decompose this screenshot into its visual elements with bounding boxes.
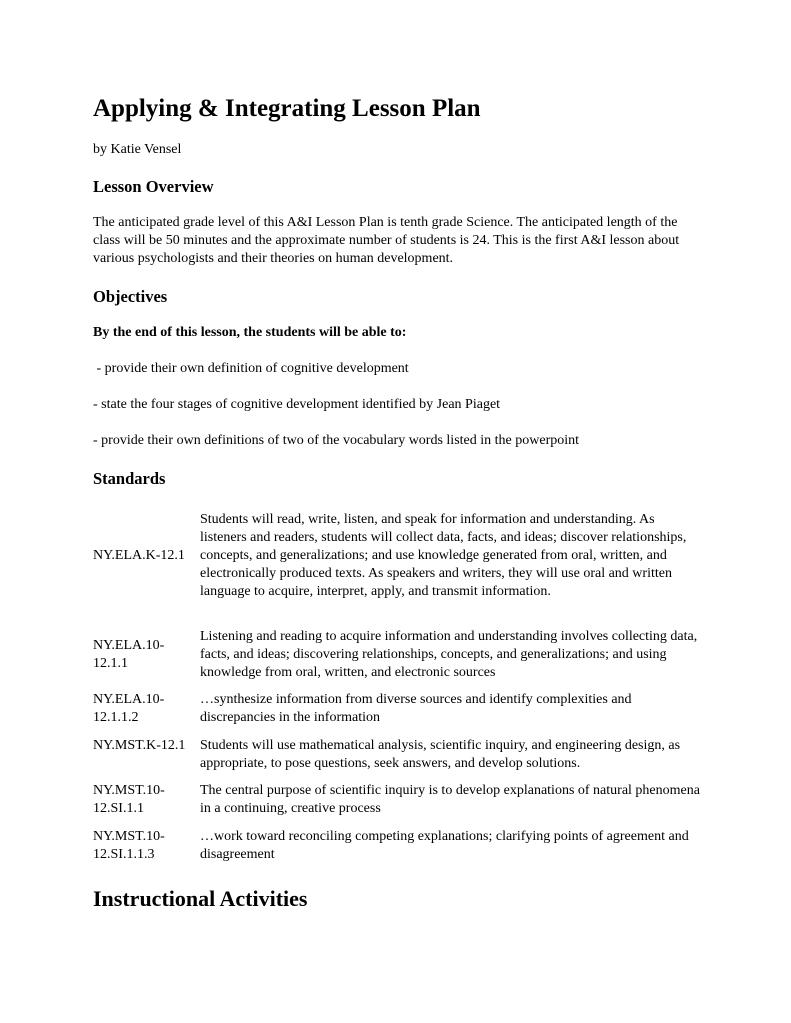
standard-code: NY.ELA.10-12.1.1 xyxy=(93,638,165,671)
objective-item: - provide their own definition of cognitive development xyxy=(93,361,409,376)
objectives-intro: By the end of this lesson, the students will be able to: xyxy=(93,325,407,340)
author-byline: by Katie Vensel xyxy=(93,142,182,157)
instructional-activities-heading: Instructional Activities xyxy=(93,886,308,911)
standard-code: NY.ELA.10-12.1.1.2 xyxy=(93,692,165,725)
standard-code: NY.ELA.K-12.1 xyxy=(93,548,185,563)
standard-code: NY.MST.K-12.1 xyxy=(93,738,186,753)
objective-item: - state the four stages of cognitive development identified by Jean Piaget xyxy=(93,397,501,412)
standard-code: NY.MST.10-12.SI.1.1.3 xyxy=(93,829,165,862)
standards-heading: Standards xyxy=(93,469,166,488)
standard-description: Students will read, write, listen, and speak for information and understanding. As listeners and readers, students will collect data, facts, and ideas; discover relationships, concepts, and generalizations; and use knowledge generated from oral, written, and electronically produced texts. As speakers and writers, they will use oral and written language to acquire, interpret, apply, and transmit information. xyxy=(200,512,687,599)
objective-item: - provide their own definitions of two of the vocabulary words listed in the powerpoint xyxy=(93,433,580,448)
standard-description: The central purpose of scientific inquiry is to develop explanations of natural phenomena in a continuing, creative process xyxy=(200,783,700,816)
standard-description: …synthesize information from diverse sources and identify complexities and discrepancies in the information xyxy=(200,692,632,725)
standard-code: NY.MST.10-12.SI.1.1 xyxy=(93,783,165,816)
lesson-overview-text: The anticipated grade level of this A&I Lesson Plan is tenth grade Science. The anticipated length of the class will be 50 minutes and the approximate number of students is 24. This is the first A&I lesson about various psychologists and their theories on human development. xyxy=(93,215,680,266)
objectives-heading: Objectives xyxy=(93,287,168,306)
standard-description: Listening and reading to acquire information and understanding involves collecting data, facts, and ideas; discovering relationships, concepts, and generalizations; and using knowledge from oral, written, and electronic sources xyxy=(200,629,698,680)
lesson-overview-heading: Lesson Overview xyxy=(93,177,214,196)
standard-description: Students will use mathematical analysis, scientific inquiry, and engineering design, as appropriate, to pose questions, seek answers, and develop solutions. xyxy=(200,738,681,771)
document-title: Applying & Integrating Lesson Plan xyxy=(93,95,481,122)
standard-description: …work toward reconciling competing explanations; clarifying points of agreement and disagreement xyxy=(200,829,689,862)
